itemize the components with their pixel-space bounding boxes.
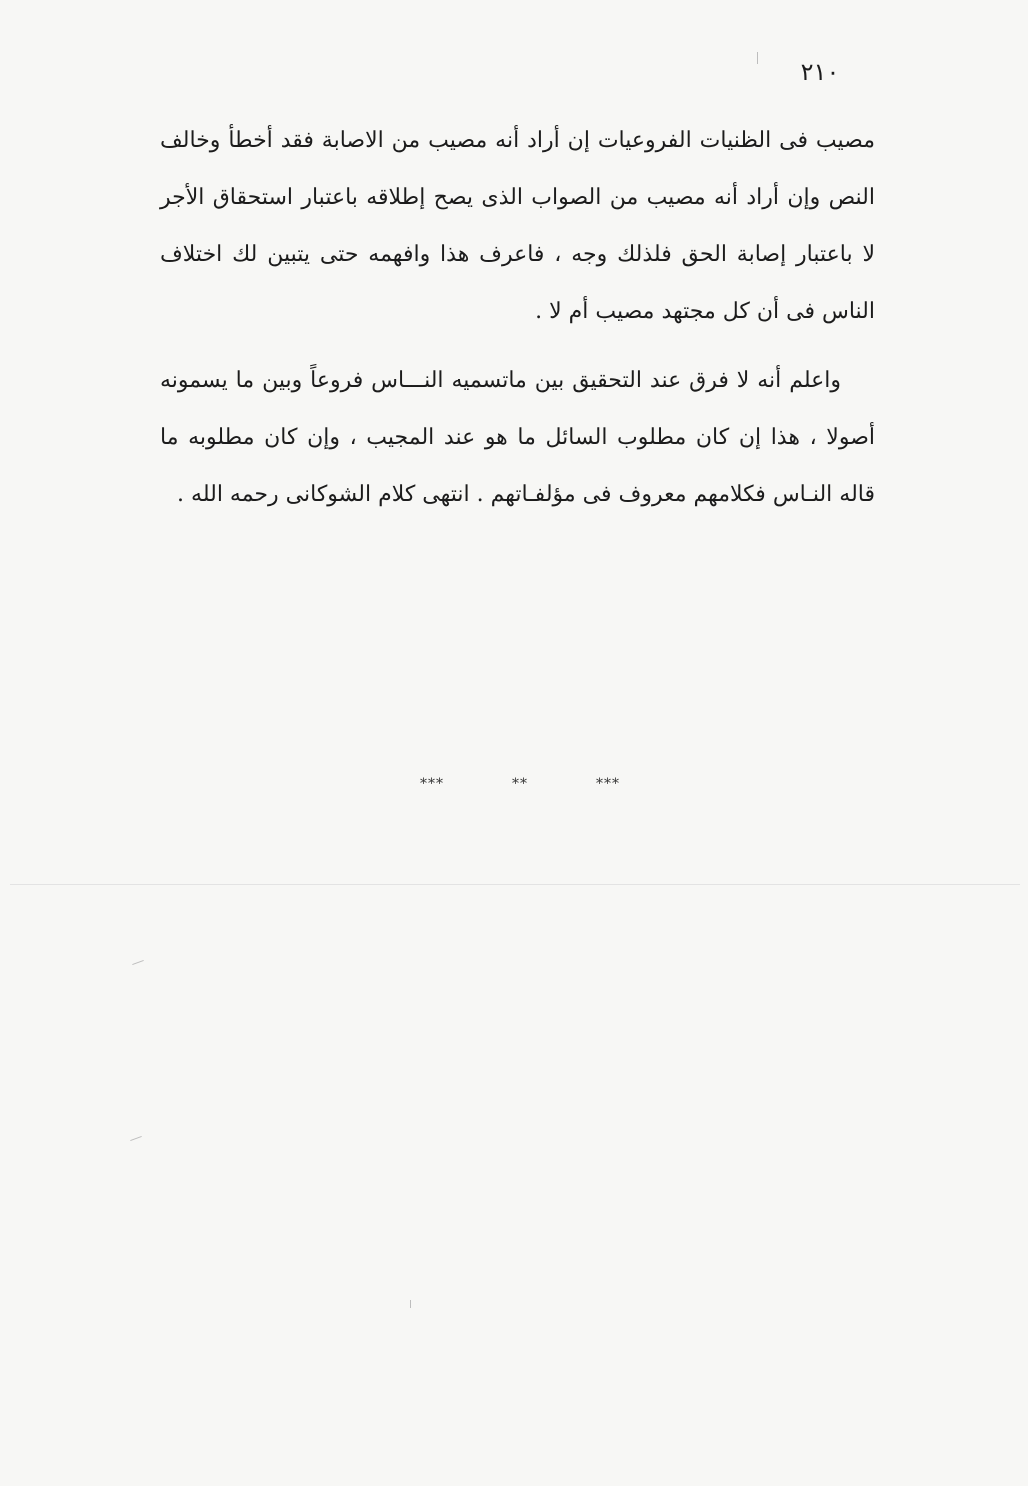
scan-artifact-speck (757, 52, 758, 64)
paragraph-2 (160, 352, 875, 523)
separator-stars-left: *** (420, 776, 444, 792)
scan-artifact-speck (410, 1300, 411, 1308)
page-number: ٢١٠ (800, 58, 840, 86)
paragraph-2-text: واعلم أنه لا فرق عند التحقيق بين ماتسميه النـــاس فروعاً وبين ما يسمونه أصولا ، هذا إن كان مطلوب السائل ما هو عند المجيب ، وإن كان مطلوبه ما قاله النـاس فكلامهم معروف فى مؤلفـاتهم . انتهى كلام الشوكانى رحمه الله . (160, 368, 876, 507)
scan-artifact-speck (130, 1136, 142, 1141)
separator-stars-right: *** (596, 776, 620, 792)
paragraph-1: مصيب فى الظنيات الفروعيات إن أراد أنه مصيب من الاصابة فقد أخطأ وخالف النص وإن أراد أنه مصيب من الصواب الذى يصح إطلاقه باعتبار استحقاق الأجر لا باعتبار إصابة الحق فلذلك وجه ، فاعرف هذا وافهمه حتى يتبين لك اختلاف الناس فى أن كل مجتهد مصيب أم لا . (160, 128, 875, 324)
section-separator (420, 776, 620, 792)
scan-artifact-line (10, 884, 1020, 885)
separator-stars-middle: ** (512, 776, 528, 792)
scan-artifact-speck (132, 960, 144, 965)
